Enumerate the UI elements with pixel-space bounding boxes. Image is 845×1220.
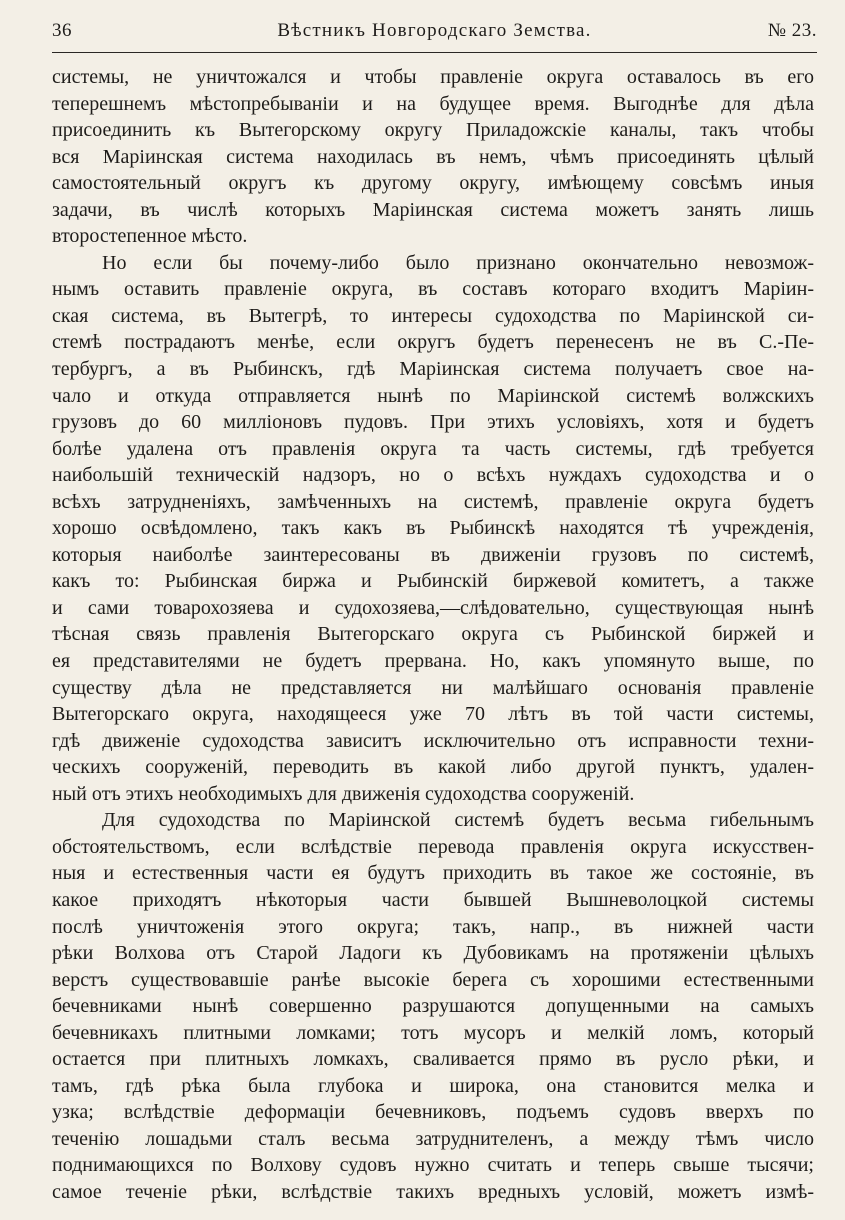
text-line: которыя наиболѣе заинтересованы въ движеніи грузовъ по системѣ, [52, 543, 814, 566]
text-line: болѣе удалена отъ правленія округа та часть системы, гдѣ требуется [52, 437, 814, 460]
text-line: рѣки Волхова отъ Старой Ладоги къ Дубовикамъ на протяженіи цѣлыхъ [52, 942, 814, 965]
text-line: самостоятельный округъ къ другому округу, имѣющему совсѣмъ иныя [52, 172, 814, 195]
text-line: верстъ существовавшіе ранѣе высокіе берега съ хорошими естественными [52, 968, 814, 991]
body-text [52, 64, 814, 1206]
text-line: наибольшій техническій надзоръ, но о всѣхъ нуждахъ судоходства и о [52, 464, 814, 487]
text-line: теперешнемъ мѣстопребываніи и на будущее время. Выгоднѣе для дѣла [52, 92, 814, 115]
text-line: нымъ оставить правленіе округа, въ составъ котораго входитъ Маріин- [52, 278, 814, 301]
text-line: присоединить къ Вытегорскому округу Приладожскіе каналы, такъ чтобы [52, 119, 814, 142]
journal-title: Вѣстникъ Новгородскаго Земства. [277, 20, 592, 41]
text-line: Вытегорскаго округа, находящееся уже 70 лѣтъ въ той части системы, [52, 703, 814, 726]
text-line: ческихъ сооруженій, переводить въ какой либо другой пунктъ, удален- [52, 756, 814, 779]
text-line: обстоятельствомъ, если вслѣдствіе перевода правленія округа искусствен- [52, 835, 814, 858]
text-line: гдѣ движеніе судоходства зависитъ исключительно отъ исправности техни- [52, 729, 814, 752]
text-line: существу дѣла не представляется ни малѣйшаго основанія правленіе [52, 676, 814, 699]
text-line: послѣ уничтоженія этого округа; такъ, напр., въ нижней части [52, 915, 814, 938]
text-line: какъ то: Рыбинская биржа и Рыбинскій биржевой комитетъ, а также [52, 570, 814, 593]
text-line: тамъ, гдѣ рѣка была глубока и широка, она становится мелка и [52, 1074, 814, 1097]
text-line: Но если бы почему-либо было признано окончательно невозмож- [102, 251, 814, 274]
text-line: ская система, въ Вытегрѣ, то интересы судоходства по Маріинской си- [52, 304, 814, 327]
text-line: бечевникахъ плитными ломками; тотъ мусоръ и мелкій ломъ, который [52, 1021, 814, 1044]
text-line: теченію лошадьми сталъ весьма затруднителенъ, а между тѣмъ число [52, 1127, 814, 1150]
text-line: остается при плитныхъ ломкахъ, сваливается прямо въ русло рѣки, и [52, 1048, 814, 1071]
text-line: узка; вслѣдствіе деформаціи бечевниковъ, подъемъ судовъ вверхъ по [52, 1101, 814, 1124]
text-line: бечевниками нынѣ совершенно разрушаются допущенными на самыхъ [52, 995, 814, 1018]
text-line: системы, не уничтожался и чтобы правленіе округа оставалось въ его [52, 66, 814, 88]
text-line: задачи, въ числѣ которыхъ Маріинская система можетъ занять лишь [52, 198, 814, 221]
text-line: чало и откуда отправляется нынѣ по Маріинской системѣ волжскихъ [52, 384, 814, 407]
text-line: второстепенное мѣсто. [52, 225, 248, 248]
text-line: ныя и естественныя части ея будутъ приходить въ такое же состояніе, въ [52, 862, 814, 885]
text-line: и сами товарохозяева и судохозяева,—слѣдовательно, существующая нынѣ [52, 596, 814, 619]
text-line: стемѣ пострадаютъ менѣе, если округъ будетъ перенесенъ не въ С.-Пе- [52, 331, 814, 354]
text-line: ный отъ этихъ необходимыхъ для движенія судоходства сооруженій. [52, 782, 635, 805]
text-line: какое приходятъ нѣкоторыя части бывшей Вышневолоцкой системы [52, 888, 814, 911]
page-number: 36 [52, 20, 72, 41]
text-line: тербургъ, а въ Рыбинскъ, гдѣ Маріинская система получаетъ свое на- [52, 358, 814, 381]
text-line: вся Маріинская система находилась въ немъ, чѣмъ присоединять цѣлый [52, 145, 814, 168]
text-line: Для судоходства по Маріинской системѣ будетъ весьма гибельнымъ [102, 809, 814, 832]
text-line: ея представителями не будетъ прервана. Но, какъ упомянуто выше, по [52, 650, 814, 673]
text-line: всѣхъ затрудненіяхъ, замѣченныхъ на системѣ, правленіе округа будетъ [52, 490, 814, 513]
text-line: самое теченіе рѣки, вслѣдствіе такихъ вредныхъ условій, можетъ измѣ- [52, 1180, 814, 1203]
text-line: тѣсная связь правленія Вытегорскаго округа съ Рыбинской биржей и [52, 623, 814, 646]
issue-number: № 23. [767, 20, 817, 41]
text-line: хорошо освѣдомлено, такъ какъ въ Рыбинскѣ находятся тѣ учрежденія, [52, 517, 814, 540]
header-rule [52, 52, 817, 53]
text-line: грузовъ до 60 милліоновъ пудовъ. При этихъ условіяхъ, хотя и будетъ [52, 411, 814, 434]
running-header [52, 20, 817, 54]
text-line: поднимающихся по Волхову судовъ нужно считать и теперь свыше тысячи; [52, 1154, 814, 1177]
